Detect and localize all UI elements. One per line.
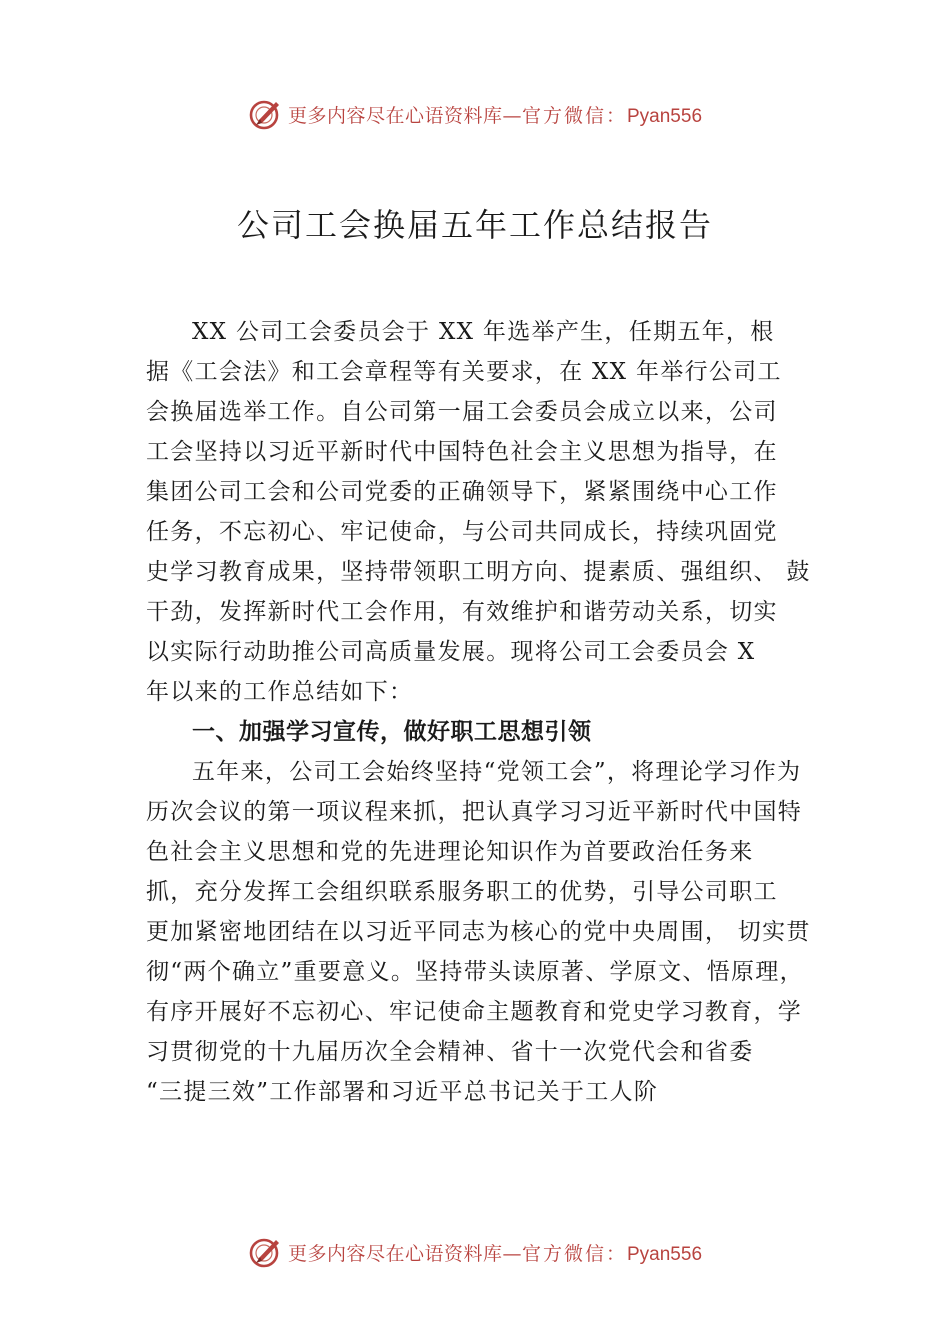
- body-line: 史学习教育成果，坚持带领职工明方向、提素质、强组织、 鼓: [146, 559, 811, 585]
- footer-watermark-banner: [0, 1232, 950, 1272]
- body-line: 集团公司工会和公司党委的正确领导下，紧紧围绕中心工作: [146, 479, 778, 505]
- quill-seal-logo-icon: [248, 1234, 284, 1270]
- section-heading: 一、加强学习宣传，做好职工思想引领: [192, 719, 592, 745]
- body-line: 会换届选举工作。自公司第一届工会委员会成立以来，公司: [146, 399, 778, 425]
- body-line: 历次会议的第一项议程来抓，把认真学习习近平新时代中国特: [146, 799, 803, 825]
- quill-seal-logo-icon: [248, 96, 284, 132]
- body-line: 工会坚持以习近平新时代中国特色社会主义思想为指导，在: [146, 439, 778, 465]
- body-line: 干劲，发挥新时代工会作用，有效维护和谐劳动关系，切实: [146, 599, 778, 625]
- body-line: 以实际行动助推公司高质量发展。现将公司工会委员会 X: [146, 639, 756, 665]
- body-line: 五年来，公司工会始终坚持“党领工会”，将理论学习作为: [192, 759, 802, 785]
- body-line: XX 公司工会委员会于 XX 年选举产生，任期五年，根: [192, 319, 775, 345]
- body-line: 有序开展好不忘初心、牢记使命主题教育和党史学习教育，学: [146, 999, 803, 1025]
- watermark-text: 更多内容尽在心语资料库—官方微信：Pyan556: [287, 104, 703, 127]
- body-line: 据《工会法》和工会章程等有关要求，在 XX 年举行公司工: [146, 359, 782, 385]
- body-line: “三提三效”工作部署和习近平总书记关于工人阶: [146, 1079, 659, 1105]
- body-line: 任务，不忘初心、牢记使命，与公司共同成长，持续巩固党: [146, 519, 778, 545]
- body-line: 习贯彻党的十九届历次全会精神、省十一次党代会和省委: [146, 1039, 754, 1065]
- body-line: 更加紧密地团结在以习近平同志为核心的党中央周围， 切实贯: [146, 919, 811, 945]
- body-line: 年以来的工作总结如下：: [146, 679, 414, 705]
- body-line: 彻“两个确立”重要意义。坚持带头读原著、学原文、悟原理，: [146, 959, 804, 985]
- watermark-text: 更多内容尽在心语资料库—官方微信：Pyan556: [287, 1242, 703, 1265]
- document-body: [146, 312, 826, 1112]
- header-watermark-banner: [0, 94, 950, 134]
- body-line: 抓，充分发挥工会组织联系服务职工的优势，引导公司职工: [146, 879, 778, 905]
- document-title: 公司工会换届五年工作总结报告: [236, 206, 713, 244]
- body-line: 色社会主义思想和党的先进理论知识作为首要政治任务来: [146, 839, 754, 865]
